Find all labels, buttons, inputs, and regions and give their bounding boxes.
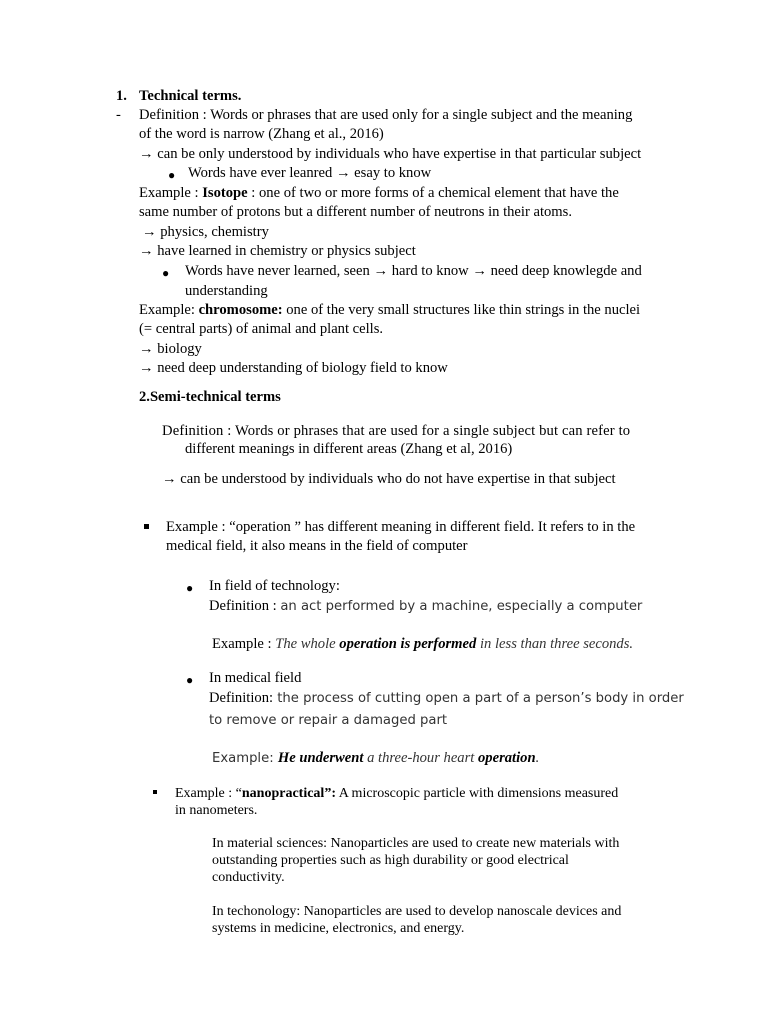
example-text: a three-hour heart	[363, 750, 478, 766]
arrow-icon: →	[373, 263, 389, 279]
bullet-icon: ●	[162, 266, 170, 280]
example-text: A microscopic particle with dimensions measured	[335, 786, 619, 801]
example-term: chromosome:	[198, 302, 283, 318]
arrow-line: → can be understood by individuals who do not have expertise in that subject	[162, 471, 616, 487]
example-term: nanopractical”:	[241, 786, 336, 801]
subheading: In medical field	[209, 670, 302, 686]
section-number: 1.	[116, 88, 127, 104]
paragraph-line: conductivity.	[212, 870, 285, 885]
example-text: .	[535, 750, 540, 766]
arrow-line: → physics, chemistry	[142, 224, 269, 240]
bullet-line	[185, 262, 642, 282]
arrow-line: → can be only understood by individuals who have expertise in that particular subject	[139, 146, 642, 162]
example-text: : one of two or more forms of a chemical element that have the	[247, 185, 619, 201]
bullet-text: esay to know	[350, 165, 432, 181]
example-line	[212, 635, 633, 655]
definition-line: Definition : Words or phrases that are used for a single subject but can refer to	[162, 423, 631, 439]
arrow-icon: →	[335, 165, 351, 181]
bullet-text: Words have never learned, seen	[185, 263, 374, 279]
example-line	[212, 749, 539, 769]
arrow-line	[139, 359, 448, 379]
arrow-icon: →	[139, 341, 154, 357]
bullet-text: Words have ever leanred	[188, 165, 336, 181]
definition-line-2: to remove or repair a damaged part	[209, 713, 448, 728]
example-label: Example :	[139, 185, 203, 201]
paragraph-line: In techonology: Nanoparticles are used to develop nanoscale devices and	[212, 904, 622, 919]
example-label: Example :	[212, 636, 276, 652]
definition-line	[209, 689, 684, 709]
square-bullet-icon	[144, 524, 149, 529]
definition-line-2: different meanings in different areas (Zhang et al, 2016)	[185, 441, 513, 457]
bullet-icon: ●	[186, 581, 194, 595]
example-term: operation is performed	[339, 636, 477, 652]
dash-marker: -	[116, 107, 121, 123]
definition-label: Definition:	[209, 690, 274, 706]
arrow-line: → have learned in chemistry or physics subject	[139, 243, 416, 259]
definition-line-2: of the word is narrow (Zhang et al., 2016)	[139, 126, 384, 142]
example-text: The whole	[275, 636, 340, 652]
example-text: in less than three seconds.	[476, 636, 634, 652]
definition-line	[209, 597, 642, 617]
arrow-text: biology	[153, 341, 202, 357]
bullet-icon: ●	[186, 673, 194, 687]
arrow-icon: →	[139, 360, 154, 376]
example-line-2: same number of protons but a different number of neutrons in their atoms.	[139, 204, 572, 220]
arrow-text: need deep understanding of biology field to know	[153, 360, 448, 376]
example-label: Example:	[139, 302, 199, 318]
definition-line	[139, 106, 632, 126]
definition-label: Definition :	[139, 107, 211, 123]
arrow-line	[139, 340, 202, 360]
example-line	[139, 301, 640, 321]
example-term: operation	[478, 750, 536, 766]
bullet-line-2: understanding	[185, 283, 268, 299]
paragraph-line: outstanding properties such as high durability or good electrical	[212, 853, 569, 868]
definition-text: the process of cutting open a part of a person’s body in order	[273, 691, 684, 706]
paragraph-line: systems in medicine, electronics, and energy.	[212, 921, 465, 936]
example-line	[175, 785, 618, 802]
bullet-icon: ●	[168, 168, 176, 182]
example-term: underwent	[299, 750, 364, 766]
example-text: He	[277, 750, 300, 766]
square-bullet-icon	[153, 790, 157, 794]
example-label: Example : “	[175, 786, 242, 801]
definition-label: Definition :	[209, 598, 281, 614]
bullet-line	[188, 164, 431, 184]
example-line-2: (= central parts) of animal and plant cells.	[139, 321, 384, 337]
example-label: Example:	[212, 751, 278, 766]
section-heading: 2.Semi-technical terms	[139, 389, 281, 405]
section-heading: Technical terms.	[139, 88, 242, 104]
example-line: Example : “operation ” has different meaning in different field. It refers to in the	[166, 519, 636, 535]
definition-text: Words or phrases that are used only for a single subject and the meaning	[210, 107, 633, 123]
definition-text: an act performed by a machine, especially a computer	[280, 599, 643, 614]
arrow-icon: →	[472, 263, 487, 279]
bullet-text: hard to know	[388, 263, 473, 279]
example-line-2: in nanometers.	[175, 803, 258, 818]
example-term: Isotope	[202, 185, 248, 201]
example-line	[139, 184, 619, 204]
bullet-text: need deep knowlegde and	[486, 263, 642, 279]
example-line-2: medical field, it also means in the field of computer	[166, 538, 468, 554]
subheading: In field of technology:	[209, 578, 340, 594]
example-text: one of the very small structures like thin strings in the nuclei	[282, 302, 641, 318]
paragraph-line: In material sciences: Nanoparticles are used to create new materials with	[212, 836, 620, 851]
